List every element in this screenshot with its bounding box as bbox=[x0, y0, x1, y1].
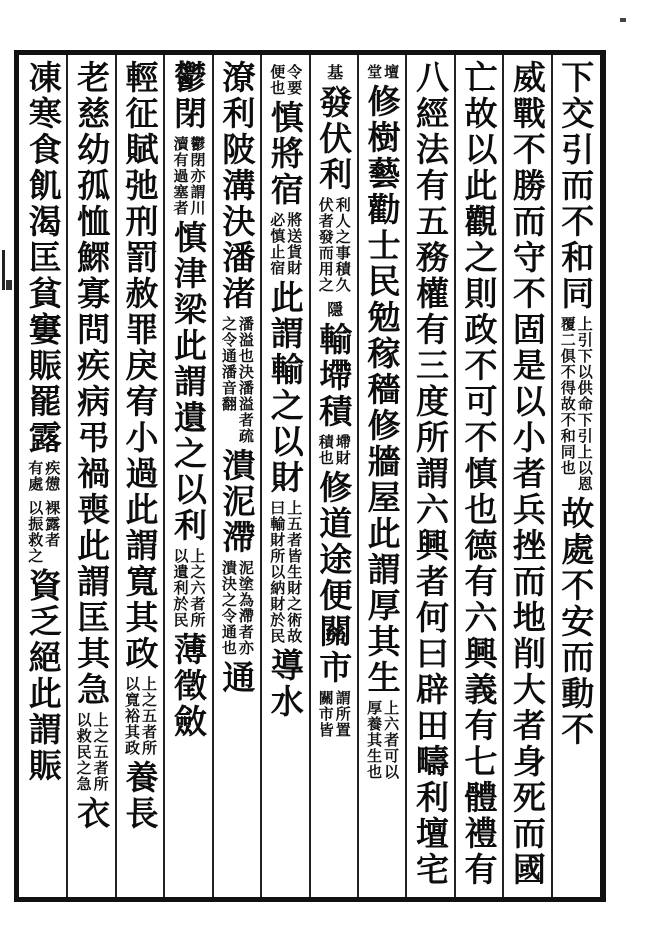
main-text: 鬱閉 bbox=[168, 60, 208, 132]
note-line: 上六者可以 bbox=[382, 700, 401, 780]
commentary-note bbox=[26, 460, 62, 492]
text-column bbox=[505, 60, 549, 892]
note-line: 之令通潘音翻 bbox=[219, 316, 238, 412]
commentary-note bbox=[221, 560, 253, 656]
note-line: 堂 bbox=[365, 64, 384, 80]
main-text: 修樹藝勸士民勉稼穡修牆屋此謂厚其生 bbox=[362, 84, 402, 696]
note-line: 以振救之 bbox=[26, 500, 45, 564]
note-line: 裸露者 bbox=[43, 500, 62, 548]
text-column bbox=[21, 60, 65, 892]
main-text: 慎將宿 bbox=[265, 100, 305, 208]
main-text: 慎津梁此謂遺之以利 bbox=[168, 220, 208, 544]
note-line: 伏者發而用之 bbox=[316, 197, 335, 293]
text-column bbox=[360, 60, 404, 892]
commentary-note bbox=[76, 712, 108, 792]
note-line: 以遺利於民 bbox=[171, 548, 190, 628]
note-line: 瀆有過塞者 bbox=[171, 136, 190, 216]
note-line: 墆財 bbox=[333, 434, 352, 466]
note-line: 覆二俱不得故不和同也 bbox=[558, 316, 577, 476]
note-line: 潰決之令通也 bbox=[219, 560, 238, 656]
frame-right-border bbox=[600, 50, 606, 902]
note-line: 曰輸財所以納財於民 bbox=[268, 500, 287, 644]
note-line: 上之六者所 bbox=[188, 548, 207, 628]
main-text: 下交引而不和同 bbox=[556, 60, 596, 312]
note-line: 上之五者所 bbox=[91, 712, 110, 792]
commentary-note bbox=[123, 676, 159, 756]
note-line: 上之五者所 bbox=[140, 676, 159, 756]
text-column bbox=[166, 60, 210, 892]
commentary-note bbox=[171, 136, 207, 216]
commentary-note bbox=[318, 197, 350, 293]
commentary-note bbox=[318, 690, 350, 738]
commentary-note bbox=[560, 316, 592, 492]
column-rule bbox=[551, 55, 553, 897]
note-line: 基 bbox=[324, 64, 344, 81]
main-text: 資乏絕此謂賑 bbox=[23, 568, 63, 784]
note-line: 上引下以供命下引上以恩 bbox=[575, 316, 594, 492]
text-column bbox=[554, 60, 598, 892]
main-text: 八經法有五務權有三度所謂六興者何曰辟田疇利壇宅 bbox=[411, 60, 451, 888]
main-text: 威戰不勝而守不固是以小者兵挫而地削大者身死而國 bbox=[507, 60, 547, 888]
column-rule bbox=[454, 55, 456, 897]
main-text: 此謂輸之以財 bbox=[265, 280, 305, 496]
commentary-note bbox=[365, 700, 401, 780]
commentary-note bbox=[268, 64, 304, 96]
main-text: 修道途便關市 bbox=[314, 470, 354, 686]
ink-speck bbox=[620, 18, 626, 22]
text-column bbox=[70, 60, 114, 892]
note-line: 積也 bbox=[316, 434, 335, 466]
main-text: 導水 bbox=[265, 648, 305, 720]
commentary-note bbox=[221, 316, 253, 444]
column-rule bbox=[66, 55, 68, 897]
frame-bottom-border bbox=[14, 897, 604, 902]
note-line: 潘溢也決潘溢者疏 bbox=[236, 316, 255, 444]
text-column bbox=[215, 60, 259, 892]
column-rule bbox=[115, 55, 117, 897]
note-line: 有處 bbox=[26, 460, 45, 492]
note-line: 壇 bbox=[382, 64, 401, 80]
main-text: 衣 bbox=[72, 796, 112, 832]
column-rule bbox=[212, 55, 214, 897]
text-column bbox=[118, 60, 162, 892]
text-column bbox=[263, 60, 307, 892]
main-text: 養長 bbox=[120, 760, 160, 832]
commentary-note bbox=[268, 500, 304, 644]
main-text: 潦利陂溝決潘渚 bbox=[217, 60, 257, 312]
main-text: 發伏利 bbox=[314, 85, 354, 193]
note-line: 便也 bbox=[268, 64, 287, 96]
commentary-note bbox=[171, 548, 207, 628]
main-text: 亡故以此觀之則政不可不慎也德有六興義有七體禮有 bbox=[459, 60, 499, 888]
commentary-note bbox=[326, 301, 342, 318]
commentary-note bbox=[268, 212, 304, 276]
column-rule bbox=[260, 55, 262, 897]
text-column bbox=[457, 60, 501, 892]
note-line: 必慎止宿 bbox=[268, 212, 287, 276]
main-text: 凍寒食飢渴匡貧窶賑罷露 bbox=[23, 60, 63, 456]
note-line: 利人之事積久 bbox=[333, 197, 352, 293]
note-line: 將送貨財 bbox=[285, 212, 304, 276]
commentary-note bbox=[318, 434, 350, 466]
text-column bbox=[312, 60, 356, 892]
note-line: 泥塗為滯者亦 bbox=[236, 560, 255, 656]
column-rule bbox=[357, 55, 359, 897]
note-line: 疾憊 bbox=[43, 460, 62, 492]
note-line: 上五者皆生財之術故 bbox=[285, 500, 304, 644]
note-line: 隱 bbox=[324, 301, 344, 318]
commentary-note bbox=[26, 500, 62, 564]
main-text: 輸墆積 bbox=[314, 322, 354, 430]
note-line: 關市皆 bbox=[316, 690, 335, 738]
column-rule bbox=[309, 55, 311, 897]
column-rule bbox=[502, 55, 504, 897]
main-text: 輕征賦弛刑罰赦罪戾宥小過此謂寬其政 bbox=[120, 60, 160, 672]
main-text: 通 bbox=[217, 660, 257, 696]
text-column bbox=[409, 60, 453, 892]
note-line: 謂所置 bbox=[333, 690, 352, 738]
main-text: 潰泥滯 bbox=[217, 448, 257, 556]
commentary-note bbox=[326, 64, 342, 81]
column-rule bbox=[163, 55, 165, 897]
column-rule bbox=[405, 55, 407, 897]
note-line: 以寬裕其政 bbox=[123, 676, 142, 756]
note-line: 以救民之急 bbox=[74, 712, 93, 792]
note-line: 厚養其生也 bbox=[365, 700, 384, 780]
main-text: 老慈幼孤恤鰥寡問疾病弔禍喪此謂匡其急 bbox=[72, 60, 112, 708]
main-text: 故處不安而動不 bbox=[556, 496, 596, 748]
frame-left-border bbox=[14, 50, 19, 902]
note-line: 令要 bbox=[285, 64, 304, 96]
commentary-note bbox=[365, 64, 401, 80]
main-text: 薄徵斂 bbox=[168, 632, 208, 740]
note-line: 鬱閉亦謂川 bbox=[188, 136, 207, 216]
